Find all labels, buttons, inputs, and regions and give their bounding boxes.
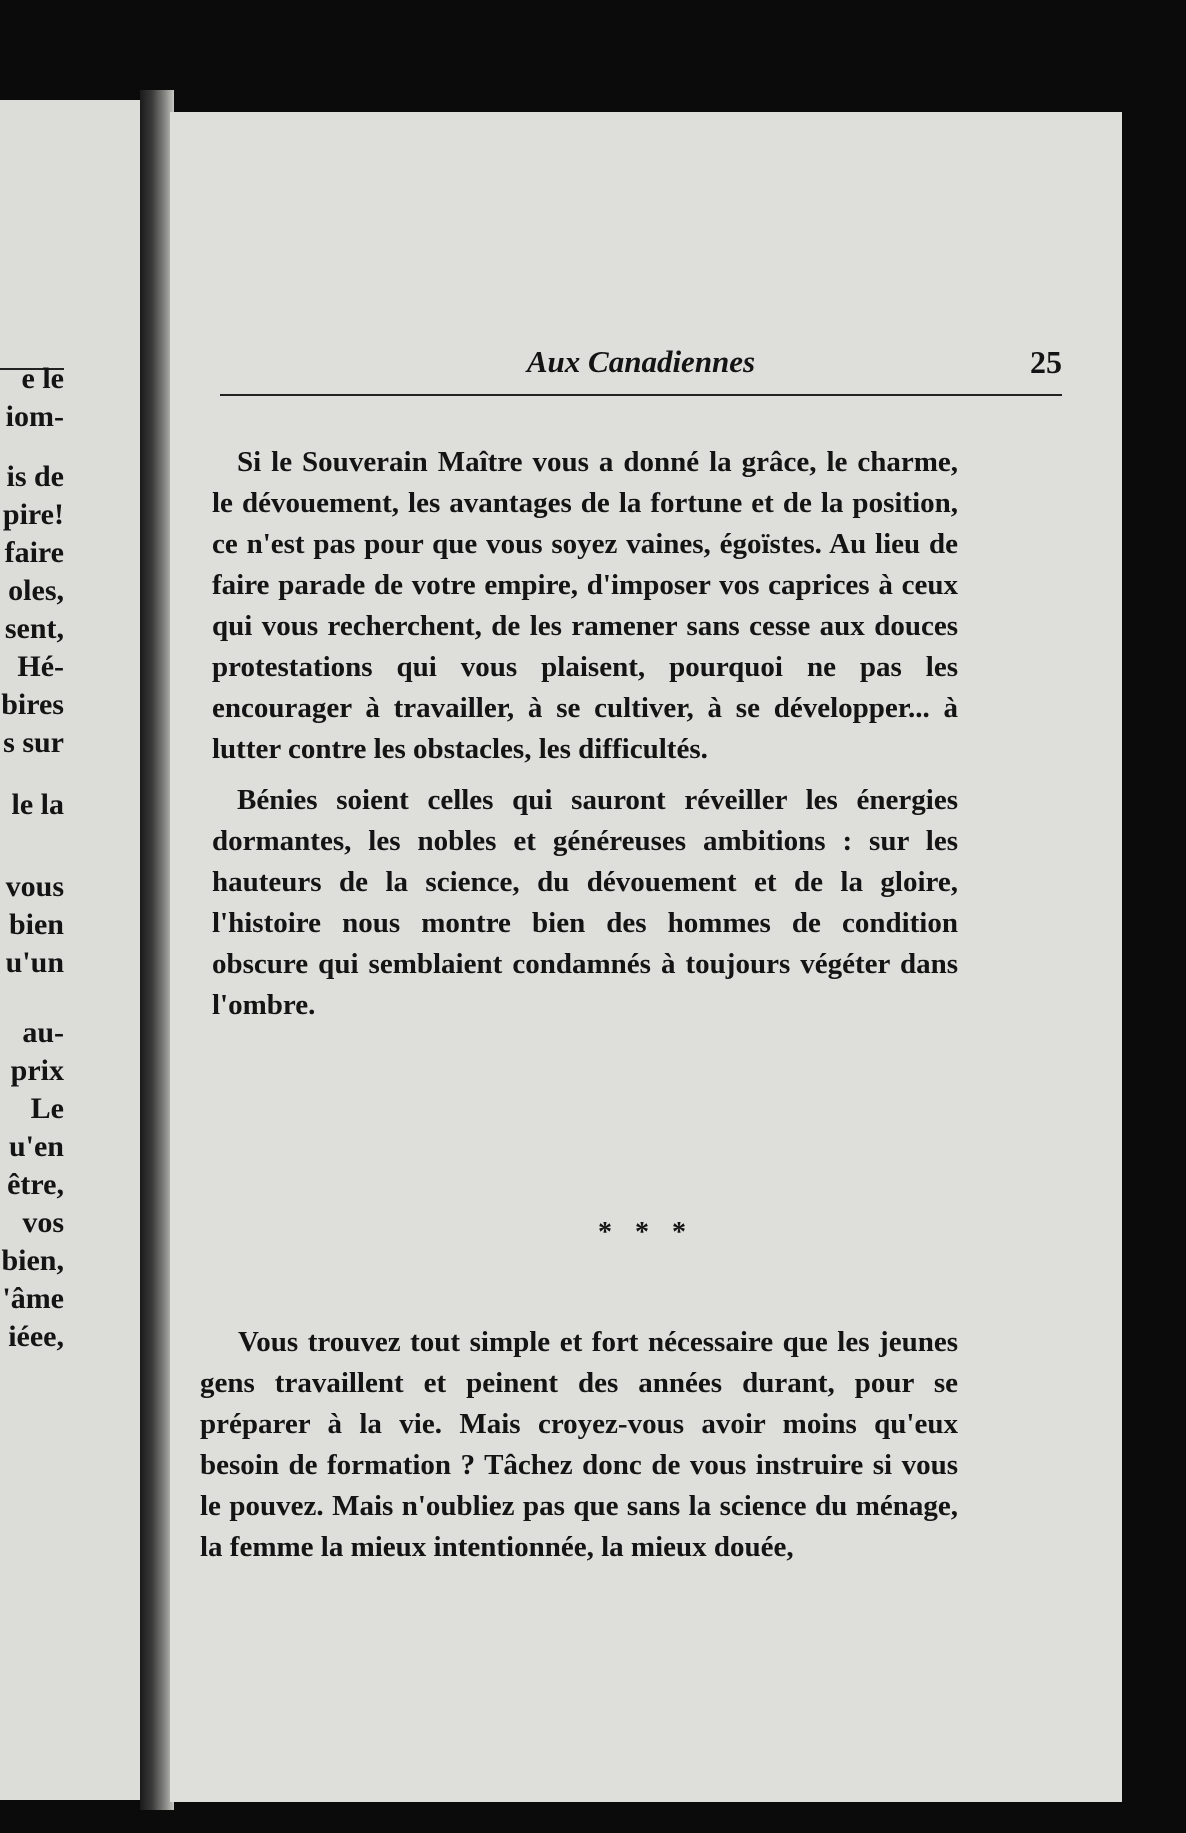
- left-fragment: bires: [1, 688, 64, 721]
- left-fragment: bien: [8, 908, 64, 941]
- left-fragment: oles,: [8, 574, 64, 607]
- left-fragment: vos: [22, 1206, 64, 1239]
- paragraph: Vous trouvez tout simple et fort nécessaire que les jeunes gens travaillent et peinent des années durant, pour se préparer à la vie. Mais croyez-vous avoir moins qu'eux besoin de formation ? Tâchez donc de vous instruire si vous le pouvez. Mais n'oubliez pas que sans la science du ménage, la femme la mieux intentionnée, la mieux douée,: [200, 1326, 958, 1563]
- left-fragment: is de: [6, 460, 64, 493]
- left-fragment: au-: [22, 1016, 64, 1049]
- running-title: Aux Canadiennes: [526, 344, 756, 379]
- left-fragment: le la: [11, 788, 64, 821]
- left-fragment: u'un: [5, 946, 64, 979]
- left-fragment: e le: [21, 362, 64, 395]
- previous-page: [0, 100, 160, 1800]
- left-fragment: u'en: [8, 1130, 64, 1163]
- left-fragment: prix: [10, 1054, 64, 1087]
- left-fragment: s sur: [3, 726, 64, 759]
- left-fragment: sent,: [4, 612, 64, 645]
- left-fragment: iéee,: [8, 1320, 64, 1353]
- page-number: 25: [1030, 344, 1062, 380]
- left-fragment: bien,: [1, 1244, 64, 1277]
- left-fragment: 'âme: [2, 1282, 64, 1315]
- left-fragment: Le: [30, 1092, 64, 1125]
- left-fragment: être,: [7, 1168, 64, 1201]
- left-fragment: vous: [5, 870, 64, 903]
- page-header: [220, 344, 1062, 388]
- paragraph: Si le Souverain Maître vous a donné la grâce, le charme, le dévouement, les avantages de la fortune et de la position, ce n'est pas pour que vous soyez vaines, égoïstes. Au lieu de faire parade de votre empire, d'imposer vos caprices à ceux qui vous recherchent, de les ramener sans cesse aux douces protestations qui vous plaisent, pourquoi ne pas les encourager à travailler, à se cultiver, à se développer... à lutter contre les obstacles, les difficultés.: [212, 446, 958, 765]
- section-one: [212, 442, 958, 1036]
- book-page: [170, 112, 1122, 1802]
- left-fragment: iom-: [5, 400, 64, 433]
- header-rule: [220, 394, 1062, 396]
- left-fragment: pire!: [2, 498, 64, 531]
- left-fragment: Hé-: [17, 650, 64, 683]
- section-two: [200, 1322, 958, 1568]
- section-break-asterisks: * * *: [598, 1217, 694, 1248]
- left-fragment: faire: [4, 536, 64, 569]
- paragraph: Bénies soient celles qui sauront réveiller les énergies dormantes, les nobles et généreuses ambitions : sur les hauteurs de la science, du dévouement et de la gloire, l'histoire nous montre bien des hommes de condition obscure qui semblaient condamnés à toujours végéter dans l'ombre.: [212, 784, 958, 1021]
- book-gutter: [140, 90, 174, 1810]
